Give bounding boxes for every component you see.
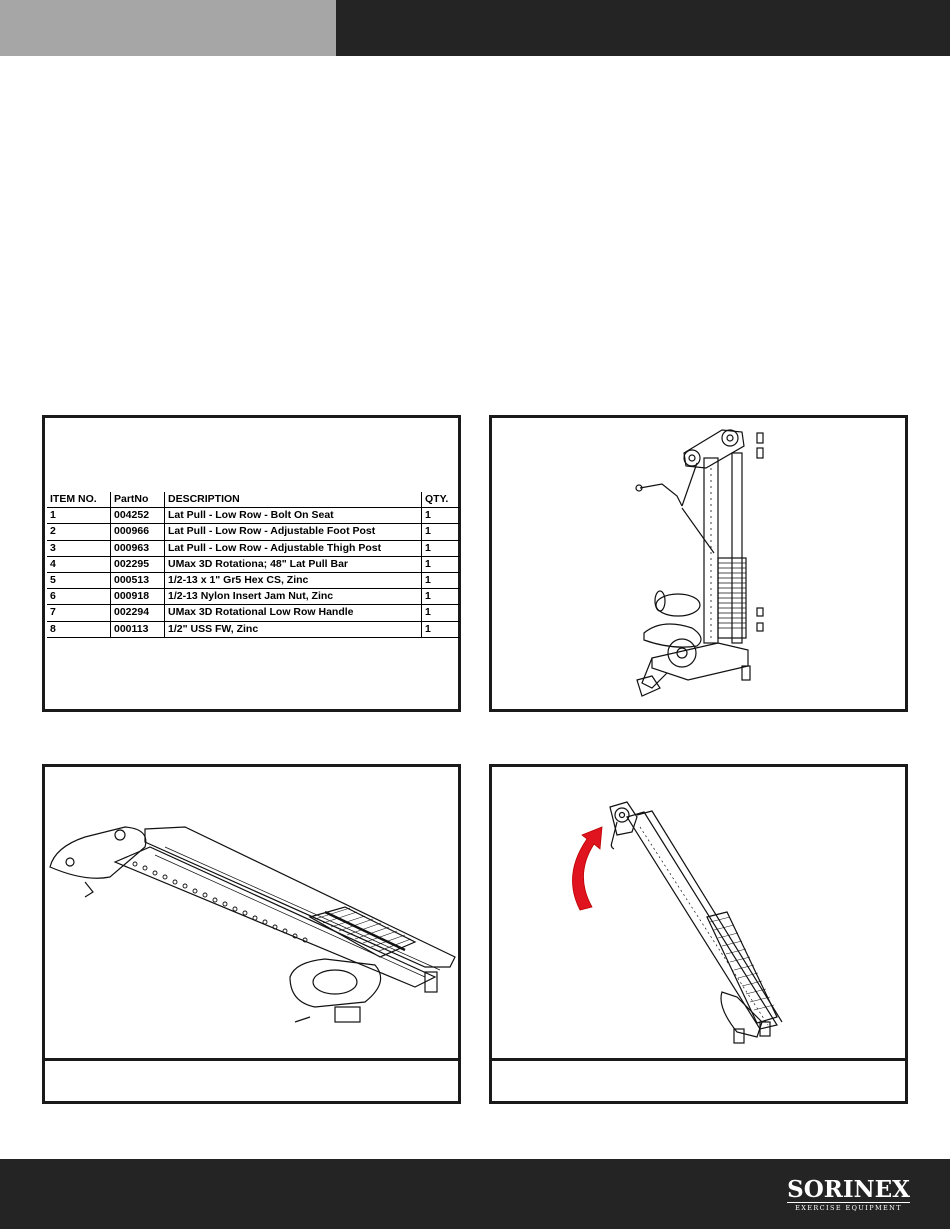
cell-partno: 000513 xyxy=(111,573,165,589)
cell-description: 1/2-13 x 1" Gr5 Hex CS, Zinc xyxy=(165,573,422,589)
red-curved-arrow-icon xyxy=(572,827,602,910)
cell-item-no: 8 xyxy=(47,621,111,637)
cell-qty: 1 xyxy=(422,508,461,524)
cell-description: UMax 3D Rotational Low Row Handle xyxy=(165,605,422,621)
table-row xyxy=(47,524,460,540)
cell-description: UMax 3D Rotationa; 48" Lat Pull Bar xyxy=(165,556,422,572)
cell-item-no: 3 xyxy=(47,540,111,556)
machine-lying-flat-illustration xyxy=(45,767,458,1061)
col-item-no: ITEM NO. xyxy=(47,492,111,508)
cell-partno: 004252 xyxy=(111,508,165,524)
cell-item-no: 4 xyxy=(47,556,111,572)
header-right-bar xyxy=(336,0,950,56)
footer-bar xyxy=(0,1159,950,1229)
cell-qty: 1 xyxy=(422,556,461,572)
table-row xyxy=(47,508,460,524)
cell-item-no: 1 xyxy=(47,508,111,524)
cell-description: Lat Pull - Low Row - Bolt On Seat xyxy=(165,508,422,524)
sorinex-logo xyxy=(787,1178,910,1212)
table-row xyxy=(47,540,460,556)
cell-qty: 1 xyxy=(422,573,461,589)
logo-tagline: EXERCISE EQUIPMENT xyxy=(787,1202,910,1212)
cell-partno: 000113 xyxy=(111,621,165,637)
cell-description: 1/2-13 Nylon Insert Jam Nut, Zinc xyxy=(165,589,422,605)
col-partno: PartNo xyxy=(111,492,165,508)
cell-description: 1/2" USS FW, Zinc xyxy=(165,621,422,637)
parts-table xyxy=(47,492,460,638)
cell-item-no: 7 xyxy=(47,605,111,621)
table-row xyxy=(47,556,460,572)
cell-item-no: 5 xyxy=(47,573,111,589)
cell-description: Lat Pull - Low Row - Adjustable Thigh Post xyxy=(165,540,422,556)
cell-item-no: 6 xyxy=(47,589,111,605)
machine-flat-panel xyxy=(42,764,461,1104)
table-header-row xyxy=(47,492,460,508)
cell-description: Lat Pull - Low Row - Adjustable Foot Post xyxy=(165,524,422,540)
cell-qty: 1 xyxy=(422,524,461,540)
cell-partno: 002295 xyxy=(111,556,165,572)
assembled-machine-panel xyxy=(489,415,908,712)
table-row xyxy=(47,605,460,621)
caption-bar-left xyxy=(45,1058,458,1101)
cell-qty: 1 xyxy=(422,605,461,621)
caption-bar-right xyxy=(492,1058,905,1101)
cell-partno: 000966 xyxy=(111,524,165,540)
lat-pull-machine-illustration xyxy=(492,418,905,709)
col-description: DESCRIPTION xyxy=(165,492,422,508)
cell-qty: 1 xyxy=(422,621,461,637)
table-row xyxy=(47,589,460,605)
col-qty: QTY. xyxy=(422,492,461,508)
cell-qty: 1 xyxy=(422,589,461,605)
cell-partno: 000918 xyxy=(111,589,165,605)
machine-tilting-up-illustration xyxy=(492,767,905,1061)
parts-list-panel xyxy=(42,415,461,712)
table-row xyxy=(47,573,460,589)
cell-partno: 000963 xyxy=(111,540,165,556)
machine-raise-panel xyxy=(489,764,908,1104)
header-left-bar xyxy=(0,0,336,56)
logo-brand: SORINEX xyxy=(787,1176,910,1203)
cell-qty: 1 xyxy=(422,540,461,556)
cell-partno: 002294 xyxy=(111,605,165,621)
cell-item-no: 2 xyxy=(47,524,111,540)
table-row xyxy=(47,621,460,637)
